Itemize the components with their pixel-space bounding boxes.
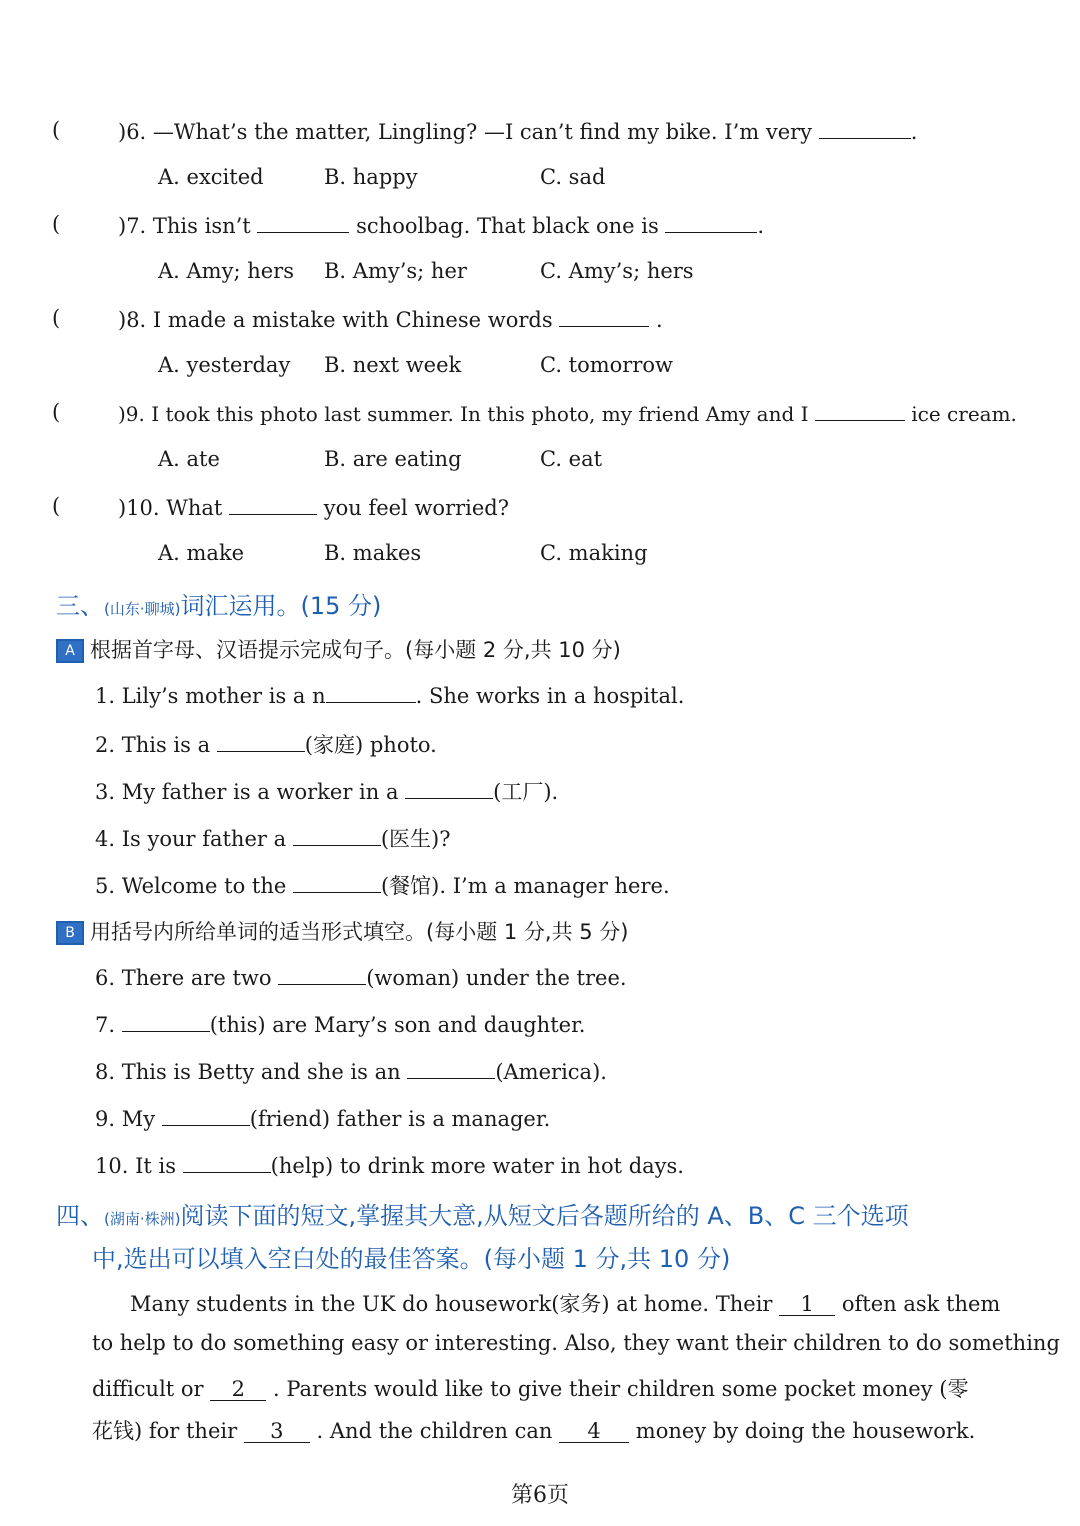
section-4-title-1: 阅读下面的短文,掌握其大意,从短文后各题所给的 A、B、C 三个选项 <box>180 1202 909 1230</box>
item-text-b: (this) are Mary’s son and daughter. <box>209 1013 586 1037</box>
question-6 <box>118 118 917 144</box>
item-text-b: (friend) father is a manager. <box>249 1107 551 1131</box>
item-blank[interactable] <box>293 872 381 893</box>
part-a-heading <box>56 634 621 664</box>
passage-blank-4[interactable]: 4 <box>559 1420 629 1443</box>
page-number: 第6页 <box>511 1483 569 1508</box>
passage-text: . Parents would like to give their children some pocket money (零 <box>272 1377 969 1401</box>
part-b-heading <box>56 916 628 946</box>
q10-end: you feel worried? <box>323 496 509 520</box>
q7-option-b[interactable]: B. Amy’s; her <box>324 259 467 283</box>
item-text: 10. It is <box>95 1154 176 1178</box>
answer-paren: ( <box>52 118 61 142</box>
q9-end: ice cream. <box>911 402 1017 426</box>
passage-line-4 <box>92 1415 975 1445</box>
section-3-title: 词汇运用。(15 分) <box>180 592 382 620</box>
passage-text: Many students in the UK do housework(家务) at home. Their <box>130 1292 773 1316</box>
item-blank[interactable] <box>122 1011 210 1032</box>
q9-option-a[interactable]: A. ate <box>158 447 220 471</box>
section-3-heading <box>56 586 381 621</box>
part-b-item-6 <box>95 964 627 990</box>
q10-option-c[interactable]: C. making <box>540 541 648 565</box>
section-4-prefix: 四、 <box>56 1202 104 1230</box>
part-b-item-8 <box>95 1058 607 1084</box>
item-text-b: (help) to drink more water in hot days. <box>270 1154 684 1178</box>
part-a-item-2 <box>95 729 437 759</box>
section-4-region: (湖南·株洲) <box>104 1210 181 1228</box>
item-text-b: (工厂). <box>493 780 559 804</box>
passage-line-1 <box>130 1288 1000 1318</box>
passage-blank-1[interactable]: 1 <box>779 1293 835 1316</box>
item-text: 4. Is your father a <box>95 827 287 851</box>
answer-paren: ( <box>52 494 61 518</box>
item-blank[interactable] <box>326 682 416 703</box>
passage-text: money by doing the housework. <box>635 1419 976 1443</box>
item-text: 9. My <box>95 1107 156 1131</box>
item-blank[interactable] <box>183 1152 271 1173</box>
q10-text: )10. What <box>118 496 223 520</box>
item-text-b: (餐馆). I’m a manager here. <box>380 874 670 898</box>
section-4-heading <box>56 1196 909 1231</box>
item-text: 1. Lily’s mother is a n <box>95 684 326 708</box>
question-9 <box>118 400 1017 426</box>
item-text-b: (医生)? <box>380 827 451 851</box>
answer-paren: ( <box>52 212 61 236</box>
q6-option-c[interactable]: C. sad <box>540 165 606 189</box>
part-a-title: 根据首字母、汉语提示完成句子。(每小题 2 分,共 10 分) <box>90 638 621 662</box>
q6-text: )6. —What’s the matter, Lingling? —I can’t find my bike. I’m very <box>118 120 813 144</box>
question-10 <box>118 494 509 520</box>
q6-blank[interactable] <box>819 118 911 139</box>
answer-paren: ( <box>52 400 61 424</box>
item-text: 6. There are two <box>95 966 272 990</box>
section-4-heading-cont <box>92 1239 730 1274</box>
q10-option-a[interactable]: A. make <box>158 541 245 565</box>
section-4-title-2: 中,选出可以填入空白处的最佳答案。(每小题 1 分,共 10 分) <box>92 1245 731 1273</box>
q7-end: . <box>757 214 765 238</box>
q8-text: )8. I made a mistake with Chinese words <box>118 308 553 332</box>
passage-text: to help to do something easy or interesting. Also, they want their children to do something <box>92 1331 1060 1355</box>
item-text-b: (家庭) photo. <box>304 733 437 757</box>
part-a-item-1 <box>95 682 684 708</box>
item-blank[interactable] <box>278 964 366 985</box>
part-a-item-5 <box>95 870 670 900</box>
item-text-b: . She works in a hospital. <box>415 684 685 708</box>
q7-text: )7. This isn’t <box>118 214 251 238</box>
item-blank[interactable] <box>162 1105 250 1126</box>
item-blank[interactable] <box>407 1058 495 1079</box>
part-b-item-9 <box>95 1105 550 1131</box>
q8-end: . <box>655 308 663 332</box>
item-text: 8. This is Betty and she is an <box>95 1060 401 1084</box>
item-text: 5. Welcome to the <box>95 874 287 898</box>
q7-blank-1[interactable] <box>257 212 349 233</box>
question-7 <box>118 212 764 238</box>
question-8 <box>118 306 663 332</box>
q6-option-b[interactable]: B. happy <box>324 165 418 189</box>
part-a-badge: A <box>56 639 84 663</box>
q6-end: . <box>910 120 918 144</box>
q7-text-b: schoolbag. That black one is <box>356 214 659 238</box>
section-3-region: (山东·聊城) <box>104 600 181 618</box>
q7-blank-2[interactable] <box>665 212 757 233</box>
section-3-prefix: 三、 <box>56 592 104 620</box>
part-b-badge: B <box>56 921 84 945</box>
q8-option-b[interactable]: B. next week <box>324 353 462 377</box>
q9-option-b[interactable]: B. are eating <box>324 447 462 471</box>
q9-option-c[interactable]: C. eat <box>540 447 603 471</box>
passage-text: difficult or <box>92 1377 204 1401</box>
part-b-item-10 <box>95 1152 684 1178</box>
item-text: 7. <box>95 1013 116 1037</box>
passage-text: 花钱) for their <box>92 1419 238 1443</box>
item-text-b: (America). <box>495 1060 607 1084</box>
part-b-title: 用括号内所给单词的适当形式填空。(每小题 1 分,共 5 分) <box>90 920 629 944</box>
passage-blank-2[interactable]: 2 <box>210 1378 266 1401</box>
q9-blank[interactable] <box>815 400 905 421</box>
part-b-item-7 <box>95 1011 585 1037</box>
passage-line-3 <box>92 1373 968 1403</box>
part-a-item-4 <box>95 823 450 853</box>
passage-blank-3[interactable]: 3 <box>244 1420 310 1443</box>
q10-option-b[interactable]: B. makes <box>324 541 422 565</box>
item-blank[interactable] <box>217 731 305 752</box>
q7-option-a[interactable]: A. Amy; hers <box>158 259 294 283</box>
q7-option-c[interactable]: C. Amy’s; hers <box>540 259 694 283</box>
q8-option-c[interactable]: C. tomorrow <box>540 353 674 377</box>
q10-blank[interactable] <box>229 494 317 515</box>
q8-blank[interactable] <box>559 306 649 327</box>
q8-option-a[interactable]: A. yesterday <box>158 353 291 377</box>
passage-text: often ask them <box>841 1292 1001 1316</box>
item-blank[interactable] <box>293 825 381 846</box>
q6-option-a[interactable]: A. excited <box>158 165 264 189</box>
passage-line-2 <box>92 1331 1060 1355</box>
passage-text: . And the children can <box>316 1419 553 1443</box>
item-text: 3. My father is a worker in a <box>95 780 399 804</box>
q9-text: )9. I took this photo last summer. In this photo, my friend Amy and I <box>118 402 809 426</box>
answer-paren: ( <box>52 306 61 330</box>
item-text: 2. This is a <box>95 733 211 757</box>
part-a-item-3 <box>95 776 558 806</box>
item-text-b: (woman) under the tree. <box>366 966 627 990</box>
item-blank[interactable] <box>405 778 493 799</box>
